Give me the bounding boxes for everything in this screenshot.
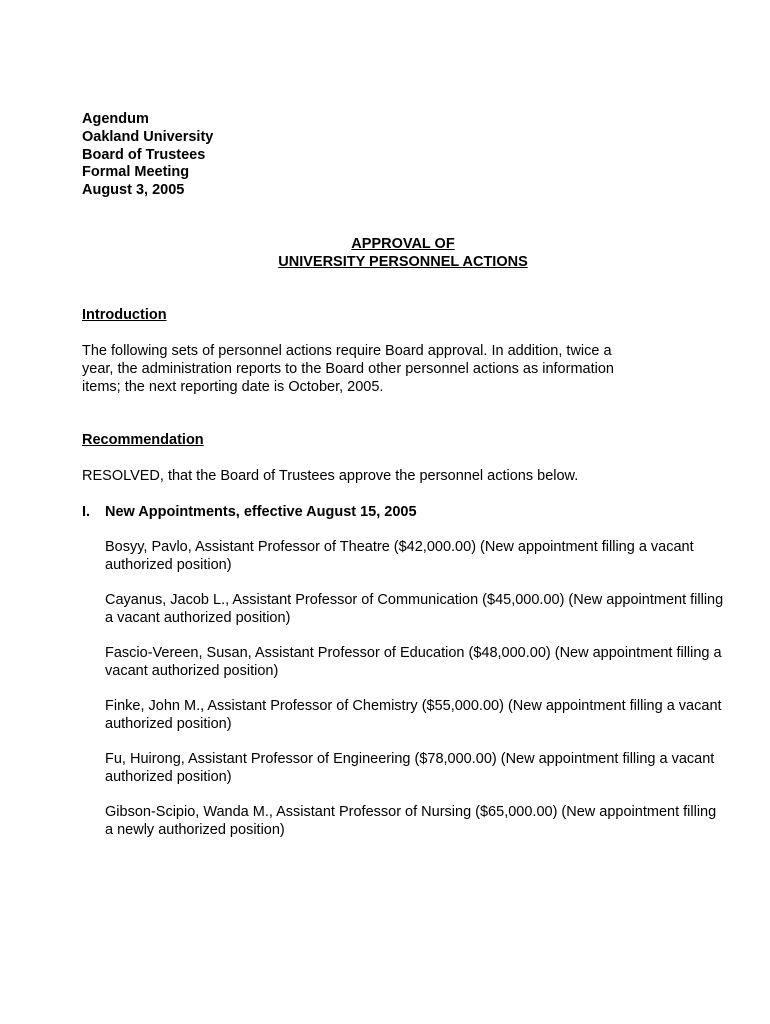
appointment-entry: Fascio-Vereen, Susan, Assistant Professor of Education ($48,000.00) (New appointment filling a vacant authorized position) <box>105 645 722 679</box>
appointment-list <box>105 539 725 858</box>
appointment-entry: Fu, Huirong, Assistant Professor of Engineering ($78,000.00) (New appointment filling a vacant authorized position) <box>105 751 715 786</box>
appointment-entry: Gibson-Scipio, Wanda M., Assistant Professor of Nursing ($65,000.00) (New appointment filling a newly authorized position) <box>105 804 717 839</box>
header-line-meeting-type: Formal Meeting <box>82 164 190 181</box>
section-one-title: New Appointments, effective August 15, 2005 <box>105 504 417 520</box>
appointment-entry: Cayanus, Jacob L., Assistant Professor of Communication ($45,000.00) (New appointment filling a vacant authorized position) <box>105 592 724 626</box>
title-line-2: UNIVERSITY PERSONNEL ACTIONS <box>278 253 528 270</box>
header-line-board: Board of Trustees <box>82 146 206 163</box>
resolution-text: RESOLVED, that the Board of Trustees approve the personnel actions below. <box>82 468 579 484</box>
introduction-paragraph: The following sets of personnel actions require Board approval. In addition, twice a year, the administration reports to the Board other personnel actions as information items; the next reporting date is October, 2005. <box>82 343 614 395</box>
agendum-header <box>82 111 213 200</box>
introduction-heading: Introduction <box>82 307 167 323</box>
title-line-1: APPROVAL OF <box>351 236 455 252</box>
appointment-entry: Finke, John M., Assistant Professor of Chemistry ($55,000.00) (New appointment filling a vacant authorized position) <box>105 698 722 733</box>
section-one-heading <box>82 504 417 522</box>
section-one-number: I. <box>82 504 91 520</box>
header-line-university: Oakland University <box>82 128 214 145</box>
header-line-agendum: Agendum <box>82 111 149 127</box>
header-line-date: August 3, 2005 <box>82 182 185 199</box>
recommendation-heading: Recommendation <box>82 432 204 448</box>
document-title <box>0 236 770 272</box>
appointment-entry: Bosyy, Pavlo, Assistant Professor of Theatre ($42,000.00) (New appointment filling a vacant authorized position) <box>105 539 694 573</box>
